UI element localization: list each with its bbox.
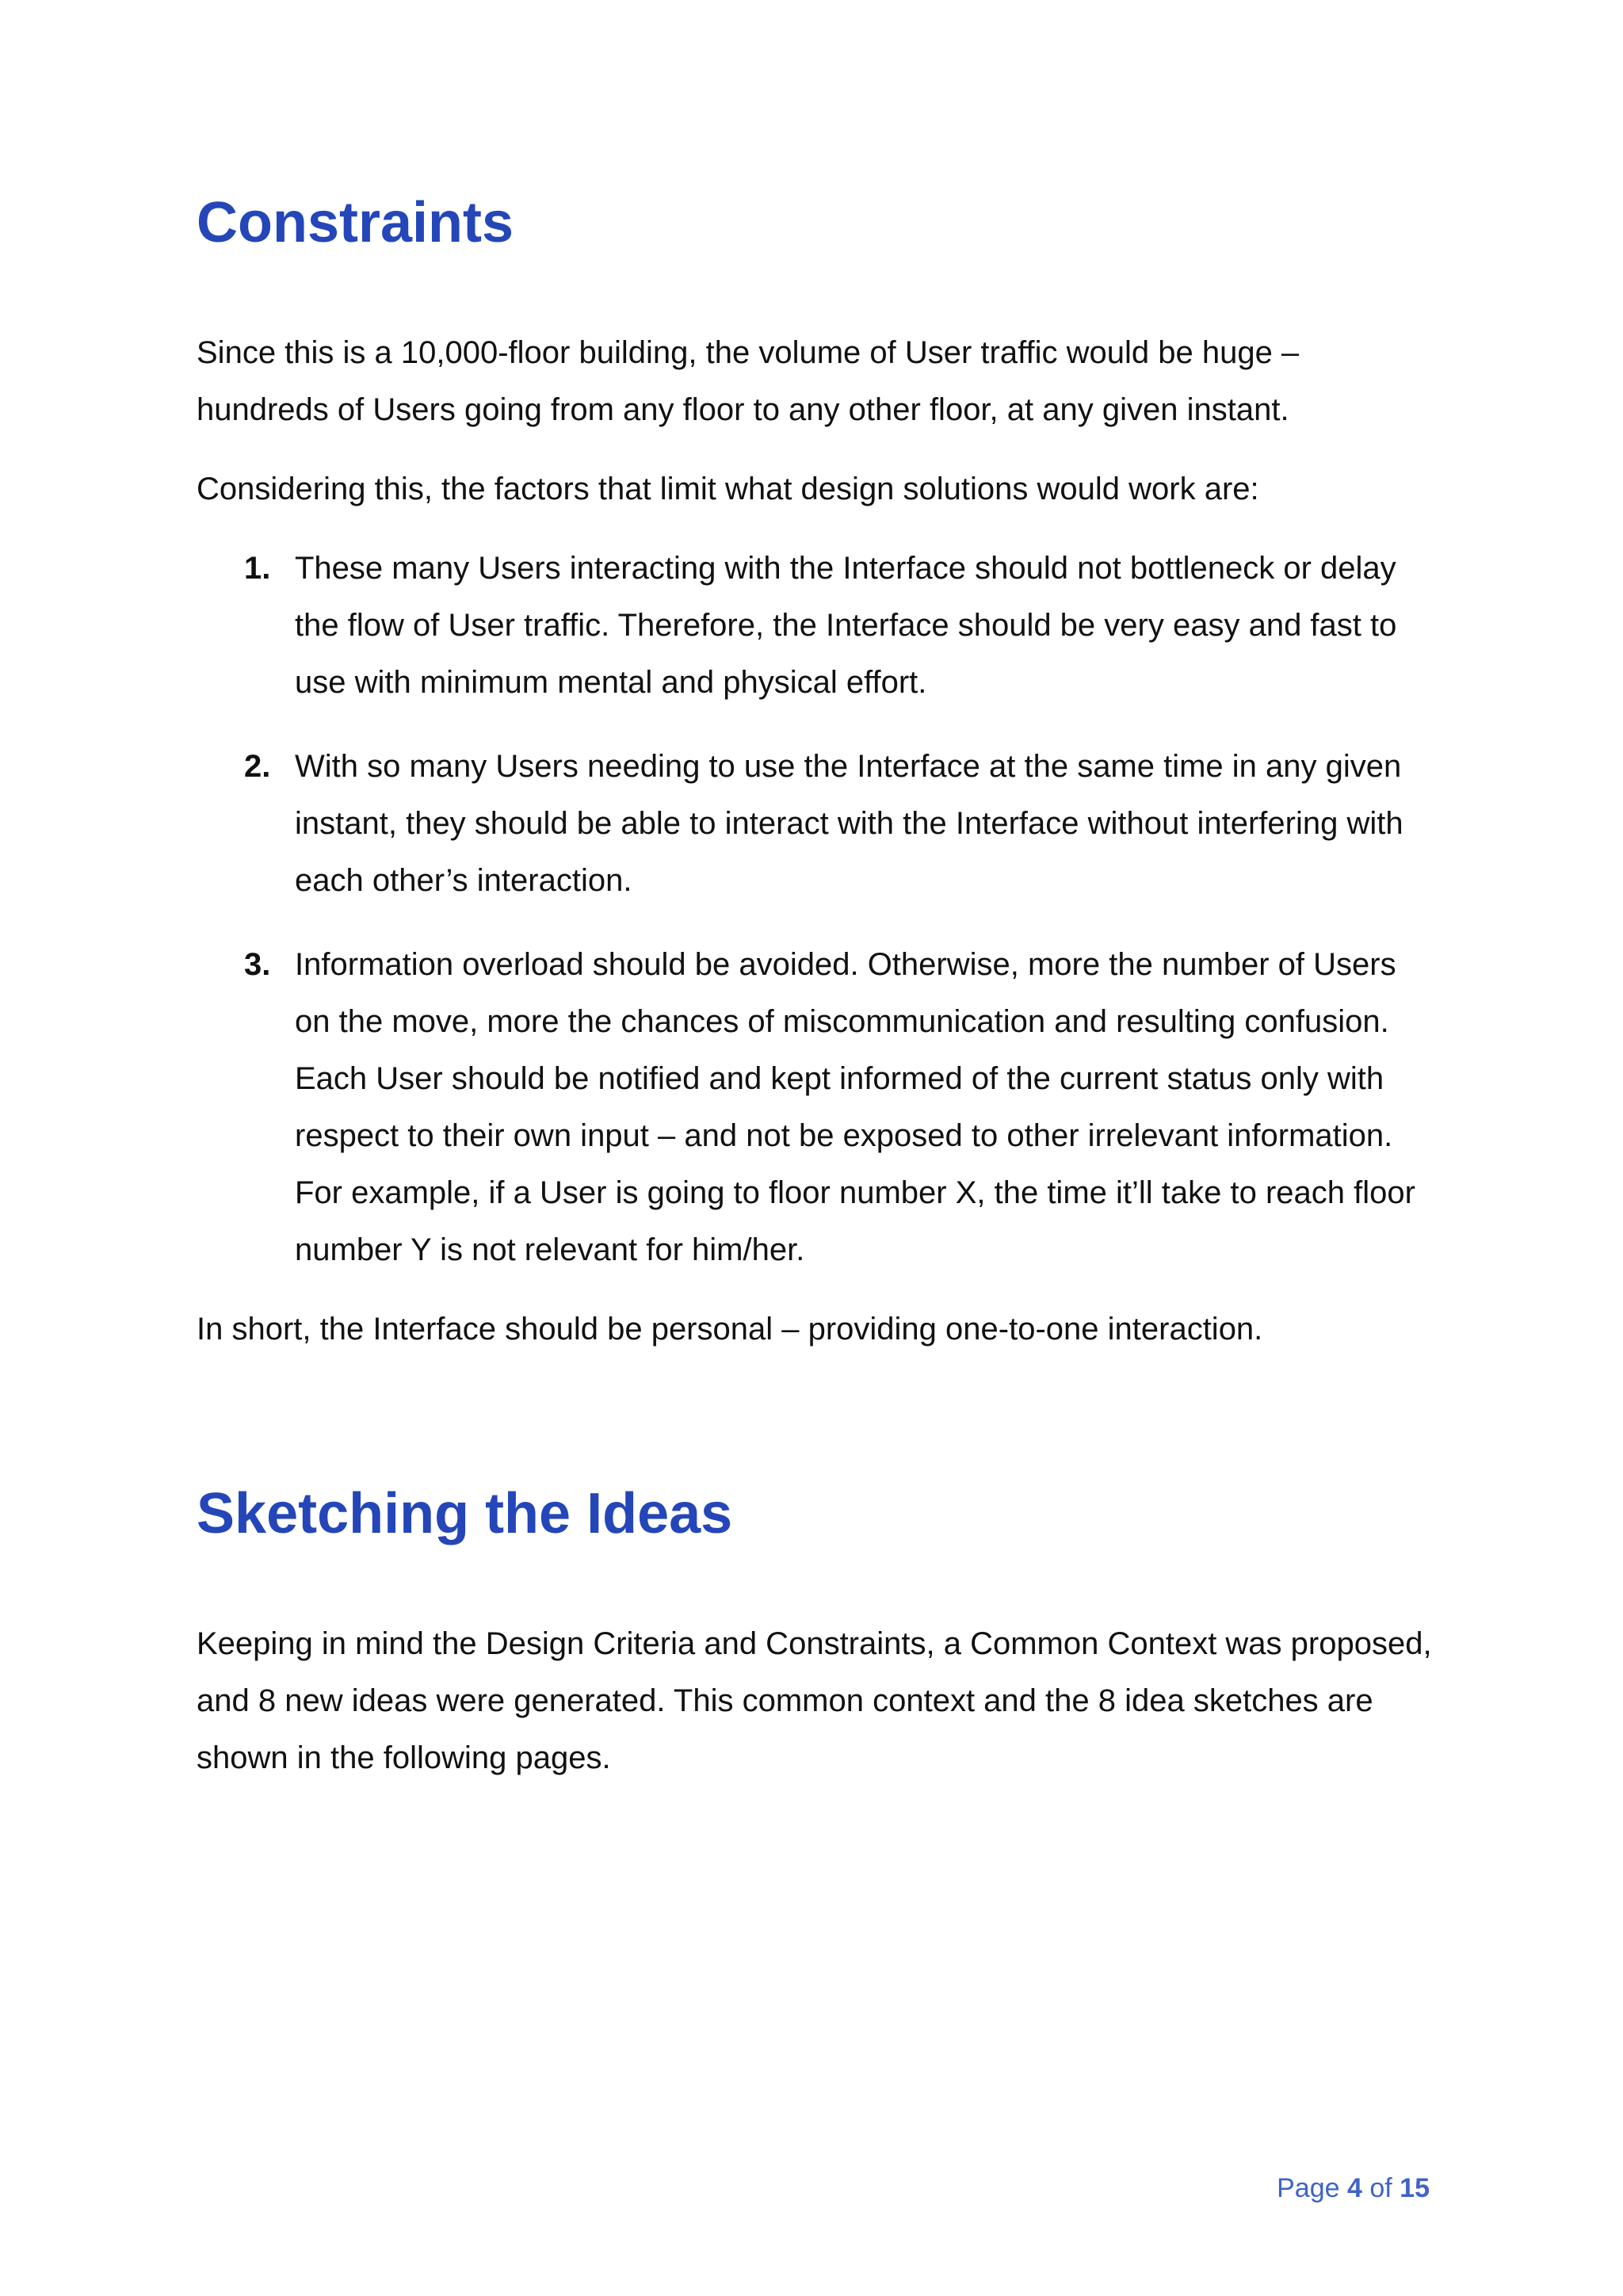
constraints-summary: In short, the Interface should be personal – providing one-to-one interaction. — [197, 1311, 1263, 1347]
constraints-heading: Constraints — [197, 191, 514, 254]
current-page-number: 4 — [1346, 2173, 1362, 2203]
page-number-footer — [1277, 2171, 1430, 2206]
constraints-lead-in: Considering this, the factors that limit what design solutions would work are: — [197, 471, 1259, 506]
constraint-item-text: Information overload should be avoided. Otherwise, more the number of Users on the move, more the chances of miscommunication and resulting confusion. Each User should be notified and kept informed of the current status only with respect to their own input – and not be exposed to other irrelevant information. For example, if a User is going to floor number X, the time it’ll take to reach floor number Y is not relevant for him/her. — [295, 946, 1415, 1267]
of-label: of — [1369, 2173, 1392, 2203]
sketching-paragraph: Keeping in mind the Design Criteria and Constraints, a Common Context was proposed, and 8 new ideas were generated. This common context and the 8 idea sketches are shown in the following pages. — [197, 1626, 1432, 1775]
sketching-heading: Sketching the Ideas — [197, 1481, 733, 1545]
constraint-item-number: 2. — [244, 748, 271, 784]
page-content — [197, 190, 1433, 1786]
constraints-list — [197, 540, 1433, 1278]
constraint-item-text: With so many Users needing to use the Interface at the same time in any given instant, they should be able to interact with the Interface without interfering with each other’s interaction. — [295, 748, 1403, 898]
page-label: Page — [1277, 2173, 1340, 2203]
constraint-item-number: 3. — [244, 946, 271, 982]
constraint-item-number: 1. — [244, 550, 271, 586]
constraint-item-2 — [197, 738, 1433, 909]
constraint-item-1 — [197, 540, 1433, 711]
total-pages-number: 15 — [1400, 2173, 1430, 2203]
constraints-section — [197, 190, 1433, 1358]
constraints-intro-paragraph: Since this is a 10,000-floor building, the volume of User traffic would be huge – hundreds of Users going from any floor to any other floor, at any given instant. — [197, 334, 1300, 427]
constraint-item-3 — [197, 936, 1433, 1278]
sketching-section — [197, 1481, 1433, 1786]
constraint-item-text: These many Users interacting with the Interface should not bottleneck or delay the flow of User traffic. Therefore, the Interface should be very easy and fast to use with minimum mental and physical effort. — [295, 550, 1397, 700]
